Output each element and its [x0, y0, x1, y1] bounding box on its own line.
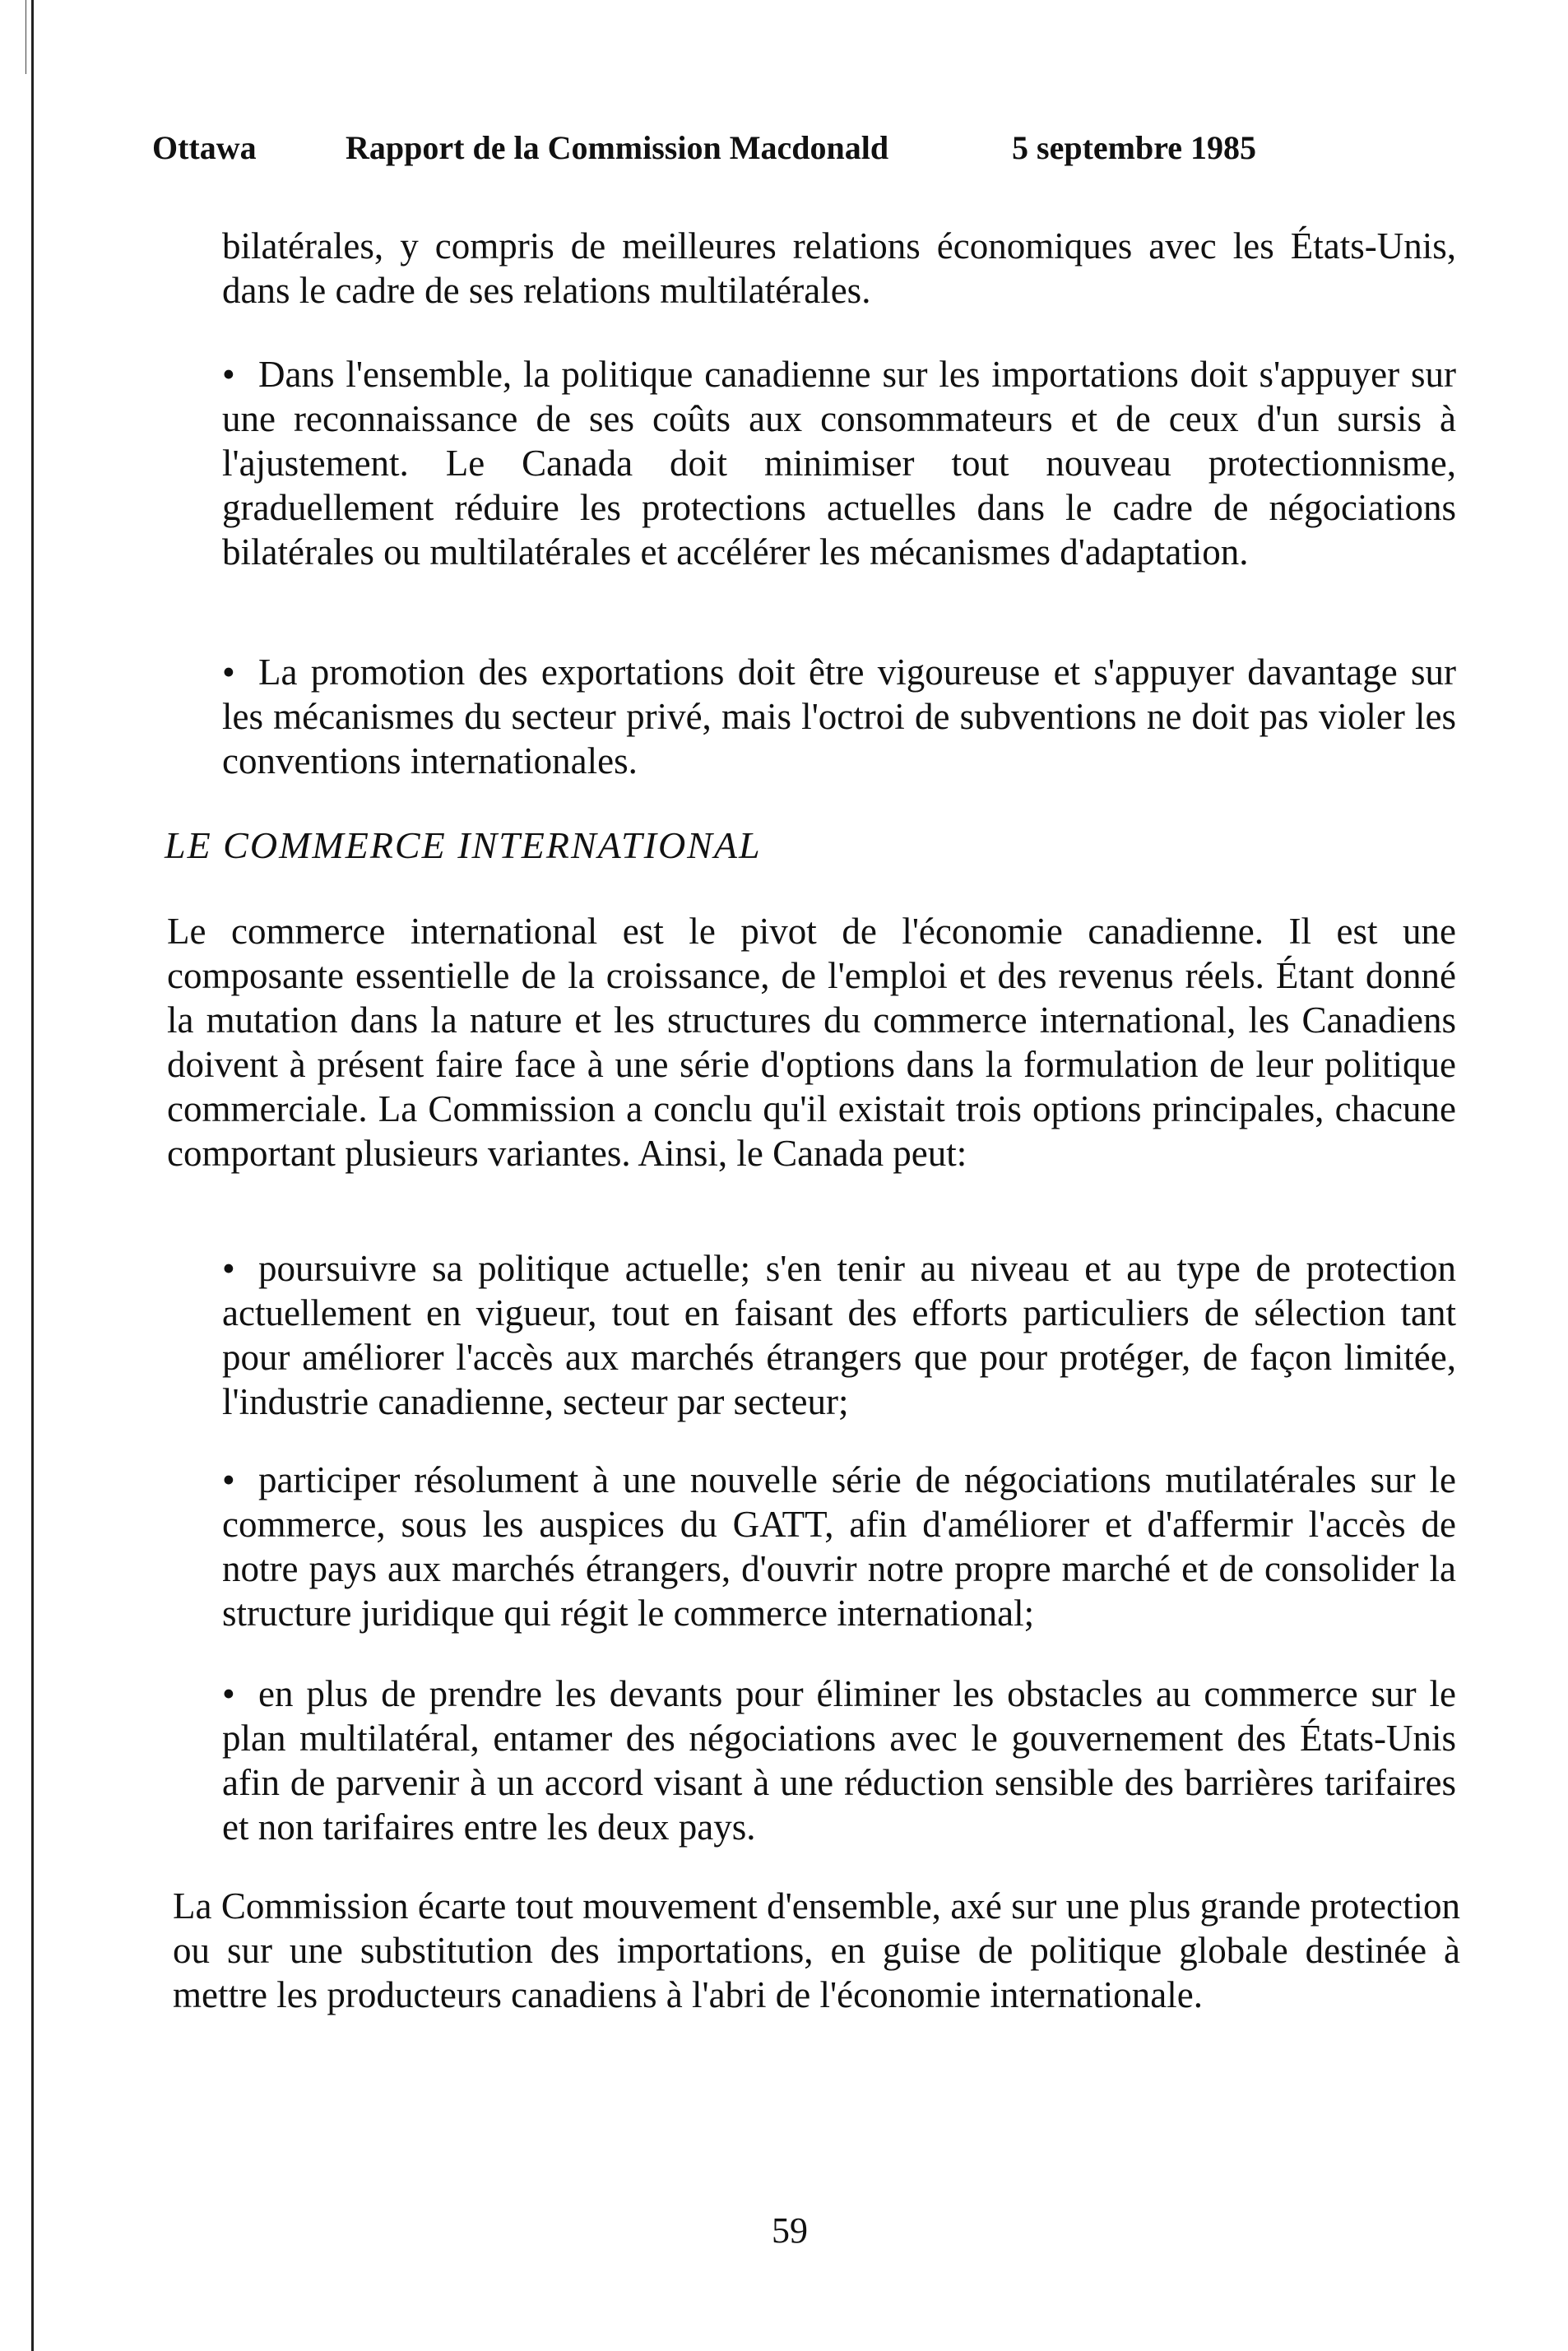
header-title: Rapport de la Commission Macdonald — [346, 129, 889, 166]
bullet-point-import-policy — [222, 352, 1456, 574]
scan-edge-line — [31, 0, 34, 2351]
bullet-icon: • — [222, 1673, 235, 1714]
bullet-point-export-promotion — [222, 650, 1456, 783]
bullet-icon: • — [222, 1459, 235, 1500]
header-date: 5 septembre 1985 — [1012, 129, 1256, 166]
section-heading: LE COMMERCE INTERNATIONAL — [165, 824, 762, 866]
option-text: en plus de prendre les devants pour éliminer les obstacles au commerce sur le plan multilatéral, entamer des négociations avec le gouvernement des États-Unis afin de parvenir à un accord visant à une réduction sensible des barrières tarifaires et non tarifaires entre les deux pays. — [222, 1673, 1456, 1848]
closing-paragraph: La Commission écarte tout mouvement d'ensemble, axé sur une plus grande protection ou sur une substitution des importations, en guise de politique globale destinée à mettre les producteurs canadiens à l'abri de l'économie internationale. — [173, 1885, 1460, 2015]
bullet-icon: • — [222, 652, 235, 693]
bullet-point-text: Dans l'ensemble, la politique canadienne sur les importations doit s'appuyer sur une reconnaissance de ses coûts aux consommateurs et de ceux d'un sursis à l'ajustement. Le Canada doit minimiser tout nouveau protectionnisme, graduellement réduire les protections actuelles dans le cadre de négociations bilatérales ou multilatérales et accélérer les mécanismes d'adaptation. — [222, 354, 1456, 573]
bullet-point-text: La promotion des exportations doit être vigoureuse et s'appuyer davantage sur les mécanismes du secteur privé, mais l'octroi de subventions ne doit pas violer les conventions internationales. — [222, 652, 1456, 781]
option-item-bilateral — [222, 1672, 1456, 1849]
page-number: 59 — [772, 2210, 808, 2251]
page-header — [152, 123, 1386, 173]
option-item-current-policy — [222, 1246, 1456, 1424]
bullet-icon: • — [222, 1248, 235, 1289]
option-text: participer résolument à une nouvelle série de négociations mutilatérales sur le commerce, sous les auspices du GATT, afin d'améliorer et d'affermir l'accès de notre pays aux marchés étrangers, d'ouvrir notre propre marché et de consolider la structure juridique qui régit le commerce international; — [222, 1459, 1456, 1634]
option-text: poursuivre sa politique actuelle; s'en tenir au niveau et au type de protection actuellement en vigueur, tout en faisant des efforts particuliers de sélection tant pour améliorer l'accès aux marchés étrangers que pour protéger, de façon limitée, l'industrie canadienne, secteur par secteur; — [222, 1248, 1456, 1422]
option-item-multilateral — [222, 1458, 1456, 1635]
continuation-paragraph: bilatérales, y compris de meilleures relations économiques avec les États-Unis, dans le cadre de ses relations multilatérales. — [222, 225, 1456, 311]
bullet-icon: • — [222, 354, 235, 395]
header-place: Ottawa — [152, 129, 257, 166]
intro-paragraph: Le commerce international est le pivot de l'économie canadienne. Il est une composante essentielle de la croissance, de l'emploi et des revenus réels. Étant donné la mutation dans la nature et les structures du commerce international, les Canadiens doivent à présent faire face à une série d'options dans la formulation de leur politique commerciale. La Commission a conclu qu'il existait trois options principales, chacune comportant plusieurs variantes. Ainsi, le Canada peut: — [167, 911, 1456, 1174]
